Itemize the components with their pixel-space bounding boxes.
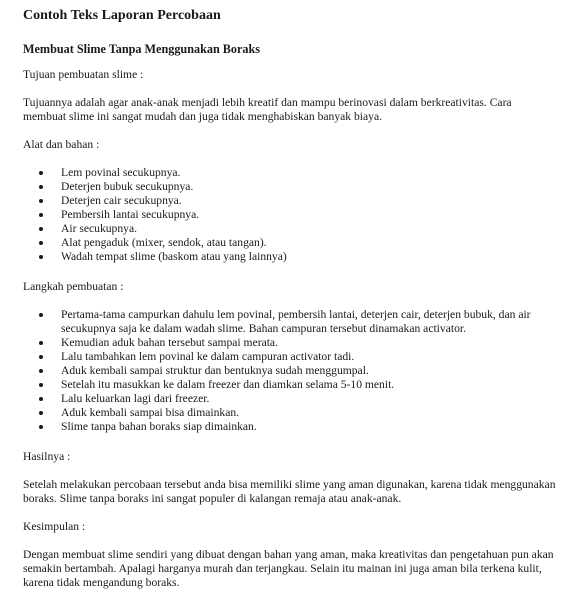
bullet-icon [39, 355, 43, 359]
bullet-icon [39, 397, 43, 401]
bullet-icon [39, 199, 43, 203]
bullet-icon [39, 213, 43, 217]
alat-list [23, 166, 557, 264]
bullet-icon [39, 383, 43, 387]
document-subtitle: Membuat Slime Tanpa Menggunakan Boraks [23, 42, 261, 56]
list-item: Deterjen bubuk secukupnya. [61, 180, 557, 194]
list-item: Pembersih lantai secukupnya. [61, 208, 557, 222]
bullet-icon [39, 425, 43, 429]
kesimpulan-paragraph: Dengan membuat slime sendiri yang dibuat dengan bahan yang aman, maka kreativitas dan pengetahuan pun akan semakin bertambah. Apalagi harganya murah dan terjangkau. Selain itu mainan ini juga aman bila terkena kulit, karena tidak mengandung boraks. [23, 548, 554, 589]
bullet-icon [39, 341, 43, 345]
list-item: Aduk kembali sampai struktur dan bentuknya sudah menggumpal. [61, 364, 557, 378]
list-item: Air secukupnya. [61, 222, 557, 236]
bullet-icon [39, 227, 43, 231]
list-item: Alat pengaduk (mixer, sendok, atau tangan). [61, 236, 557, 250]
list-item: Deterjen cair secukupnya. [61, 194, 557, 208]
bullet-icon [39, 255, 43, 259]
list-item: Aduk kembali sampai bisa dimainkan. [61, 406, 557, 420]
list-item: Lalu tambahkan lem povinal ke dalam campuran activator tadi. [61, 350, 557, 364]
bullet-icon [39, 411, 43, 415]
bullet-icon [39, 241, 43, 245]
list-item: Pertama-tama campurkan dahulu lem povinal, pembersih lantai, deterjen cair, deterjen bubuk, dan air secukupnya saja ke dalam wadah slime. Bahan campuran tersebut dinamakan activator. [61, 308, 557, 336]
bullet-icon [39, 171, 43, 175]
list-item: Kemudian aduk bahan tersebut sampai merata. [61, 336, 557, 350]
list-item: Lalu keluarkan lagi dari freezer. [61, 392, 557, 406]
bullet-icon [39, 185, 43, 189]
list-item: Slime tanpa bahan boraks siap dimainkan. [61, 420, 557, 434]
list-item: Setelah itu masukkan ke dalam freezer dan diamkan selama 5-10 menit. [61, 378, 557, 392]
kesimpulan-label: Kesimpulan : [23, 520, 86, 533]
alat-label: Alat dan bahan : [23, 138, 100, 151]
langkah-label: Langkah pembuatan : [23, 280, 124, 293]
document-title: Contoh Teks Laporan Percobaan [23, 8, 221, 23]
bullet-icon [39, 313, 43, 317]
list-item: Wadah tempat slime (baskom atau yang lainnya) [61, 250, 557, 264]
bullet-icon [39, 369, 43, 373]
hasil-label: Hasilnya : [23, 450, 71, 463]
langkah-list [23, 308, 557, 434]
tujuan-paragraph: Tujuannya adalah agar anak-anak menjadi lebih kreatif dan mampu berinovasi dalam berkreativitas. Cara membuat slime ini sangat mudah dan juga tidak menghabiskan banyak biaya. [23, 96, 512, 123]
tujuan-label: Tujuan pembuatan slime : [23, 68, 144, 81]
list-item: Lem povinal secukupnya. [61, 166, 557, 180]
hasil-paragraph: Setelah melakukan percobaan tersebut anda bisa memiliki slime yang aman digunakan, karena tidak menggunakan boraks. Slime tanpa boraks ini sangat populer di kalangan remaja atau anak-anak. [23, 478, 556, 505]
